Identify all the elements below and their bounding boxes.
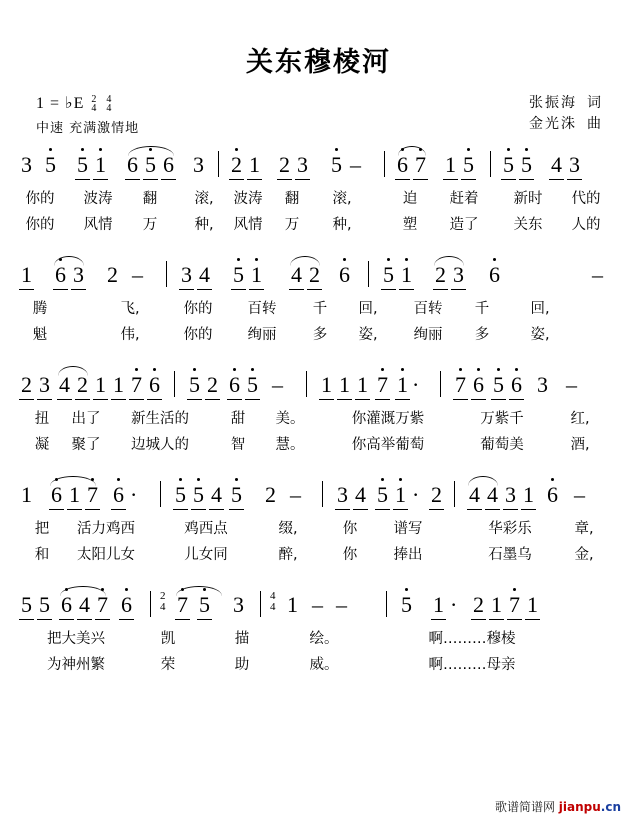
note: 1 <box>339 372 350 397</box>
lyric-syllable: 人的 <box>571 217 601 233</box>
lyric-syllable: 石墨乌 <box>488 547 532 563</box>
note: 3 <box>39 372 50 397</box>
note: 1 <box>113 372 124 397</box>
time-signature-change: 2 4 <box>160 590 166 613</box>
note: 1 <box>523 482 534 507</box>
lyric-syllable: 新时 <box>513 191 543 207</box>
lyricist-name: 张振海 <box>529 95 577 111</box>
note: 4 <box>551 152 562 177</box>
note: 3 <box>297 152 308 177</box>
note: 5 <box>199 592 210 617</box>
barline <box>306 371 307 397</box>
note: 2 <box>435 262 446 287</box>
music-system-4 <box>0 477 637 581</box>
note: 4 <box>79 592 90 617</box>
lyric-syllable: 把 <box>34 521 50 537</box>
lyric-syllable: 种, <box>194 217 214 233</box>
note: 1 <box>433 592 444 617</box>
watermark-site-b: .cn <box>600 800 621 814</box>
note: 5 <box>503 152 514 177</box>
note: 1 <box>357 372 368 397</box>
lyric-syllable: 把大美兴 <box>47 631 105 647</box>
note: 3 <box>537 372 548 397</box>
lyric-syllable: 红, <box>570 411 590 427</box>
barline <box>384 151 385 177</box>
lyric-syllable: 万紫千 <box>480 411 524 427</box>
note: 5 <box>231 482 242 507</box>
lyric-syllable: 姿, <box>530 327 550 343</box>
barline <box>174 371 175 397</box>
note: 6 <box>473 372 484 397</box>
lyric-syllable: 为神州繁 <box>47 657 105 673</box>
note: 4 <box>291 262 302 287</box>
music-system-1 <box>0 147 637 251</box>
note-sustain: – <box>336 592 347 617</box>
lyric-syllable: 关东 <box>513 217 543 233</box>
lyric-syllable: 你 <box>342 521 358 537</box>
note-sustain: – <box>132 262 143 287</box>
page-title: 关东穆棱河 <box>246 47 391 78</box>
barline <box>454 481 455 507</box>
note: 5 <box>175 482 186 507</box>
lyric-syllable: 凝 <box>34 437 50 453</box>
lyric-syllable: 捧出 <box>393 547 423 563</box>
note: 3 <box>233 592 244 617</box>
lyricist-role: 词 <box>587 95 603 111</box>
barline <box>368 261 369 287</box>
augmentation-dot: · <box>450 592 458 617</box>
note-sustain: – <box>350 152 361 177</box>
lyrics-verse-1 <box>20 187 617 213</box>
barline <box>218 151 219 177</box>
note: 5 <box>401 592 412 617</box>
note: 4 <box>487 482 498 507</box>
note: 1 <box>395 482 406 507</box>
lyric-syllable: 你的 <box>25 191 55 207</box>
lyric-syllable: 活力鸡西 <box>77 521 135 537</box>
lyric-syllable: 凯 <box>160 631 176 647</box>
lyric-syllable: 荣 <box>160 657 176 673</box>
note: 2 <box>107 262 118 287</box>
lyric-syllable: 造了 <box>449 217 479 233</box>
lyric-syllable: 迫 <box>402 191 418 207</box>
music-system-5 <box>0 587 637 691</box>
note: 4 <box>355 482 366 507</box>
note: 1 <box>397 372 408 397</box>
barline <box>490 151 491 177</box>
note: 2 <box>265 482 276 507</box>
lyric-syllable: 你的 <box>25 217 55 233</box>
composer-role: 曲 <box>587 116 603 132</box>
lyric-syllable: 美。 <box>275 411 305 427</box>
lyric-syllable: 万 <box>284 217 300 233</box>
note: 5 <box>377 482 388 507</box>
note: 6 <box>397 152 408 177</box>
lyrics-verse-1 <box>20 517 617 543</box>
note: 7 <box>455 372 466 397</box>
note: 1 <box>527 592 538 617</box>
lyrics-verse-2 <box>20 653 617 679</box>
lyric-syllable: 回, <box>358 301 378 317</box>
note: 5 <box>193 482 204 507</box>
lyric-syllable: 百转 <box>247 301 277 317</box>
augmentation-dot: · <box>130 482 138 507</box>
augmentation-dot: · <box>412 482 420 507</box>
note: 2 <box>231 152 242 177</box>
barline <box>260 591 261 617</box>
watermark-site-a: jianpu <box>558 800 601 814</box>
note-sustain: – <box>312 592 323 617</box>
note-sustain: – <box>290 482 301 507</box>
music-system-3 <box>0 367 637 471</box>
note-sustain: – <box>566 372 577 397</box>
score-metadata <box>0 93 637 139</box>
note: 2 <box>279 152 290 177</box>
lyric-syllable: 风情 <box>83 217 113 233</box>
note: 7 <box>131 372 142 397</box>
notation-row-1 <box>20 147 617 187</box>
note: 5 <box>331 152 342 177</box>
note: 4 <box>199 262 210 287</box>
lyric-syllable: 飞, <box>120 301 140 317</box>
note: 5 <box>45 152 56 177</box>
note: 6 <box>229 372 240 397</box>
notation-row-5 <box>20 587 617 627</box>
note: 6 <box>547 482 558 507</box>
lyric-syllable: 波涛 <box>83 191 113 207</box>
music-systems <box>0 147 637 691</box>
note: 1 <box>95 152 106 177</box>
note: 1 <box>321 372 332 397</box>
lyric-syllable: 葡萄美 <box>480 437 524 453</box>
lyric-syllable: 威。 <box>309 657 339 673</box>
lyric-syllable: 风情 <box>233 217 263 233</box>
watermark-label: 歌谱简谱网 <box>494 800 555 814</box>
lyric-syllable: 种, <box>332 217 352 233</box>
lyric-syllable: 你的 <box>183 301 213 317</box>
composer-credit <box>529 114 603 135</box>
lyric-syllable: 姿, <box>358 327 378 343</box>
lyric-syllable: 章, <box>574 521 594 537</box>
barline <box>322 481 323 507</box>
note: 3 <box>73 262 84 287</box>
note: 1 <box>249 152 260 177</box>
note: 3 <box>505 482 516 507</box>
note: 2 <box>77 372 88 397</box>
note: 7 <box>87 482 98 507</box>
lyric-syllable: 多 <box>312 327 328 343</box>
note-sustain: – <box>574 482 585 507</box>
lyric-syllable: 代的 <box>571 191 601 207</box>
note: 1 <box>69 482 80 507</box>
lyric-syllable: 边城人的 <box>131 437 189 453</box>
note: 6 <box>149 372 160 397</box>
note: 3 <box>193 152 204 177</box>
note: 1 <box>445 152 456 177</box>
lyric-syllable: 啊………穆棱 <box>428 631 516 647</box>
lyric-syllable: 儿女同 <box>184 547 228 563</box>
time-signature-change: 4 4 <box>270 590 276 613</box>
key-and-tempo <box>36 93 139 136</box>
barline <box>166 261 167 287</box>
note: 6 <box>55 262 66 287</box>
notation-row-4 <box>20 477 617 517</box>
note: 1 <box>491 592 502 617</box>
lyric-syllable: 你 <box>342 547 358 563</box>
lyric-syllable: 太阳儿女 <box>77 547 135 563</box>
time-signature-2: 4 4 <box>106 94 113 115</box>
lyric-syllable: 你的 <box>183 327 213 343</box>
note: 7 <box>177 592 188 617</box>
note: 4 <box>469 482 480 507</box>
note: 6 <box>163 152 174 177</box>
note: 2 <box>207 372 218 397</box>
augmentation-dot: · <box>412 372 420 397</box>
note: 6 <box>61 592 72 617</box>
note: 3 <box>453 262 464 287</box>
note: 5 <box>233 262 244 287</box>
lyric-syllable: 翻 <box>142 191 158 207</box>
lyrics-verse-1 <box>20 407 617 433</box>
note: 5 <box>493 372 504 397</box>
notation-row-3 <box>20 367 617 407</box>
lyrics-verse-2 <box>20 323 617 349</box>
note: 1 <box>95 372 106 397</box>
note: 3 <box>21 152 32 177</box>
note: 2 <box>431 482 442 507</box>
lyric-syllable: 谱写 <box>393 521 423 537</box>
note: 1 <box>251 262 262 287</box>
tempo-marking: 中速 充满激情地 <box>36 121 140 137</box>
note: 1 <box>21 482 32 507</box>
music-system-2 <box>0 257 637 361</box>
note: 6 <box>121 592 132 617</box>
key-signature-line <box>36 93 139 113</box>
lyric-syllable: 千 <box>312 301 328 317</box>
lyric-syllable: 新生活的 <box>131 411 189 427</box>
watermark-footer <box>495 798 621 815</box>
lyric-syllable: 你灌溉万紫 <box>351 411 425 427</box>
lyric-syllable: 扭 <box>34 411 50 427</box>
note: 6 <box>511 372 522 397</box>
lyrics-verse-2 <box>20 213 617 239</box>
note: 2 <box>309 262 320 287</box>
lyric-syllable: 绚丽 <box>413 327 443 343</box>
lyrics-verse-1 <box>20 627 617 653</box>
credits-block <box>529 93 603 135</box>
lyric-syllable: 酒, <box>570 437 590 453</box>
note: 5 <box>21 592 32 617</box>
note: 5 <box>39 592 50 617</box>
note: 6 <box>127 152 138 177</box>
lyric-syllable: 缀, <box>278 521 298 537</box>
lyric-syllable: 慧。 <box>275 437 305 453</box>
note: 5 <box>521 152 532 177</box>
note: 5 <box>463 152 474 177</box>
note: 7 <box>415 152 426 177</box>
note: 7 <box>509 592 520 617</box>
note: 3 <box>337 482 348 507</box>
note: 6 <box>339 262 350 287</box>
lyric-syllable: 赶着 <box>449 191 479 207</box>
barline <box>160 481 161 507</box>
lyric-syllable: 魁 <box>32 327 48 343</box>
lyric-syllable: 腾 <box>32 301 48 317</box>
composer-name: 金光洙 <box>529 116 577 132</box>
note: 5 <box>189 372 200 397</box>
note: 1 <box>401 262 412 287</box>
note: 5 <box>77 152 88 177</box>
lyric-syllable: 滚, <box>194 191 214 207</box>
lyric-syllable: 助 <box>234 657 250 673</box>
note: 6 <box>489 262 500 287</box>
lyric-syllable: 和 <box>34 547 50 563</box>
lyric-syllable: 百转 <box>413 301 443 317</box>
lyric-syllable: 描 <box>234 631 250 647</box>
note: 4 <box>211 482 222 507</box>
lyric-syllable: 啊………母亲 <box>428 657 516 673</box>
lyric-syllable: 千 <box>474 301 490 317</box>
notation-row-2 <box>20 257 617 297</box>
lyric-syllable: 多 <box>474 327 490 343</box>
note: 3 <box>569 152 580 177</box>
lyric-syllable: 绘。 <box>309 631 339 647</box>
lyric-syllable: 智 <box>230 437 246 453</box>
lyric-syllable: 波涛 <box>233 191 263 207</box>
barline <box>440 371 441 397</box>
barline <box>150 591 151 617</box>
lyric-syllable: 你高举葡萄 <box>351 437 425 453</box>
note: 2 <box>473 592 484 617</box>
lyric-syllable: 醉, <box>278 547 298 563</box>
lyric-syllable: 甜 <box>230 411 246 427</box>
lyric-syllable: 出了 <box>71 411 101 427</box>
time-signature-1: 2 4 <box>91 94 98 115</box>
lyric-syllable: 翻 <box>284 191 300 207</box>
note-sustain: – <box>592 262 603 287</box>
lyric-syllable: 华彩乐 <box>488 521 532 537</box>
key-signature-text: 1 = ♭E <box>36 95 85 112</box>
lyricist-credit <box>529 93 603 114</box>
lyric-syllable: 金, <box>574 547 594 563</box>
lyric-syllable: 绚丽 <box>247 327 277 343</box>
lyrics-verse-2 <box>20 543 617 569</box>
note: 6 <box>113 482 124 507</box>
note: 6 <box>51 482 62 507</box>
lyric-syllable: 塑 <box>402 217 418 233</box>
lyrics-verse-1 <box>20 297 617 323</box>
lyric-syllable: 回, <box>530 301 550 317</box>
note: 4 <box>59 372 70 397</box>
note: 5 <box>145 152 156 177</box>
note: 5 <box>247 372 258 397</box>
note: 1 <box>21 262 32 287</box>
note: 7 <box>97 592 108 617</box>
lyric-syllable: 聚了 <box>71 437 101 453</box>
lyric-syllable: 滚, <box>332 191 352 207</box>
note: 5 <box>383 262 394 287</box>
lyric-syllable: 鸡西点 <box>184 521 228 537</box>
barline <box>386 591 387 617</box>
note: 1 <box>287 592 298 617</box>
note-sustain: – <box>272 372 283 397</box>
note: 2 <box>21 372 32 397</box>
lyric-syllable: 万 <box>142 217 158 233</box>
lyrics-verse-2 <box>20 433 617 459</box>
note: 3 <box>181 262 192 287</box>
note: 7 <box>377 372 388 397</box>
lyric-syllable: 伟, <box>120 327 140 343</box>
